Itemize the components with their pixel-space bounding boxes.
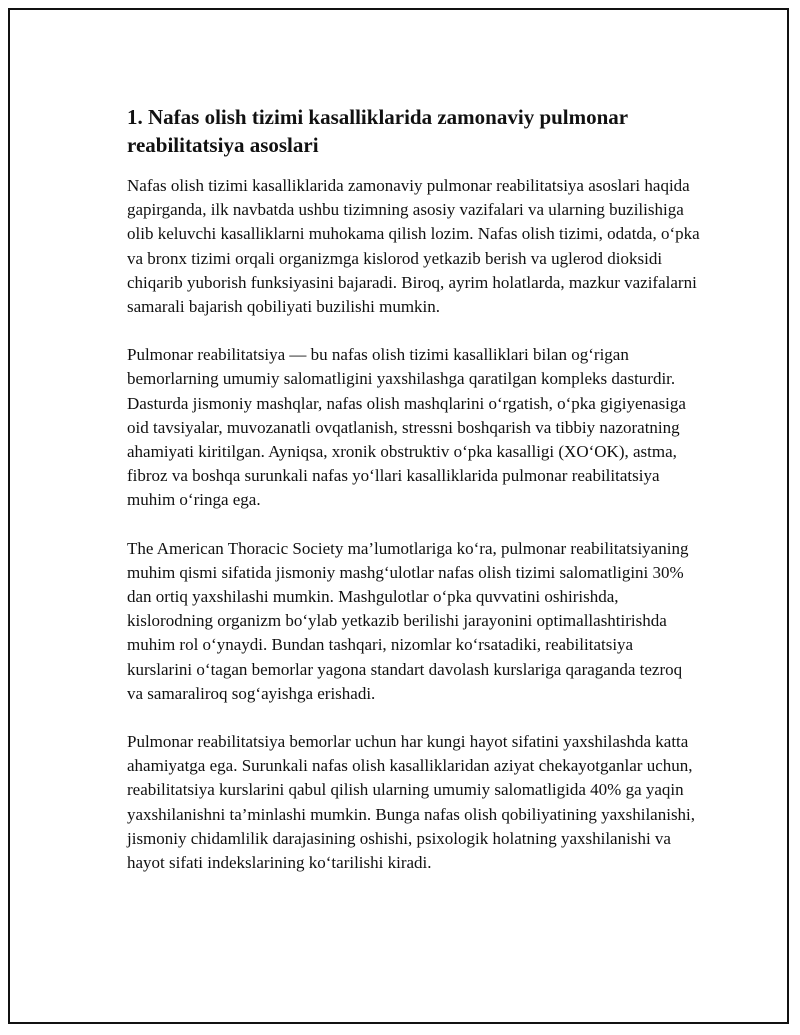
paragraph-3: The American Thoracic Society ma’lumotlariga ko‘ra, pulmonar reabilitatsiyaning muhim qismi sifatida jismoniy mashg‘ulotlar nafas olish tizimi salomatligini 30% dan ortiq yaxshilashi mumkin. Mashgulotlar o‘pka quvvatini oshirishda, kislorodning organizm bo‘ylab yetkazib berilishi jarayonini optimallashtirishda muhim rol o‘ynaydi. Bundan tashqari, nizomlar ko‘rsatadiki, reabilitatsiya kurslarini o‘tagan bemorlar yagona standart davolash kurslariga qaraganda tezroq va samaraliroq sog‘ayishga erishadi. <box>127 538 689 703</box>
document-body <box>127 103 702 899</box>
paragraph-1: Nafas olish tizimi kasalliklarida zamonaviy pulmonar reabilitatsiya asoslari haqida gapirganda, ilk navbatda ushbu tizimning asosiy vazifalari va ularning buzilishiga olib keluvchi kasalliklarni muhokama qilish lozim. Nafas olish tizimi, odatda, o‘pka va bronx tizimi orqali organizmga kislorod yetkazib berish va uglerod dioksidi chiqarib yuborish funksiyasini bajaradi. Biroq, ayrim holatlarda, mazkur vazifalarni samarali bajarish qobiliyati buzilishi mumkin. <box>127 176 700 317</box>
page-frame <box>8 8 789 1024</box>
paragraph-4: Pulmonar reabilitatsiya bemorlar uchun har kungi hayot sifatini yaxshilashda katta ahamiyatga ega. Surunkali nafas olish kasalliklaridan aziyat chekayotganlar uchun, reabilitatsiya kurslarini qabul qilish ularning umumiy salomatligida 40% ga yaqin yaxshilanishni ta’minlashi mumkin. Bunga nafas olish qobiliyatining yaxshilanishi, jismoniy chidamlilik darajasining oshishi, psixologik holatning yaxshilanishi va hayot sifati indekslarining ko‘tarilishi kiradi. <box>127 732 696 873</box>
section-heading: 1. Nafas olish tizimi kasalliklarida zamonaviy pulmonar reabilitatsiya asoslari <box>127 105 628 157</box>
paragraph-2: Pulmonar reabilitatsiya — bu nafas olish tizimi kasalliklari bilan og‘rigan bemorlarning umumiy salomatligini yaxshilashga qaratilgan kompleks dasturdir. Dasturda jismoniy mashqlar, nafas olish mashqlarini o‘rgatish, o‘pka gigiyenasiga oid tavsiyalar, muvozanatli ovqatlanish, stressni boshqarish va tibbiy nazoratning ahamiyati kiritilgan. Ayniqsa, xronik obstruktiv o‘pka kasalligi (XO‘OK), astma, fibroz va boshqa surunkali nafas yo‘llari kasalliklarida pulmonar reabilitatsiya muhim o‘ringa ega. <box>127 345 686 510</box>
